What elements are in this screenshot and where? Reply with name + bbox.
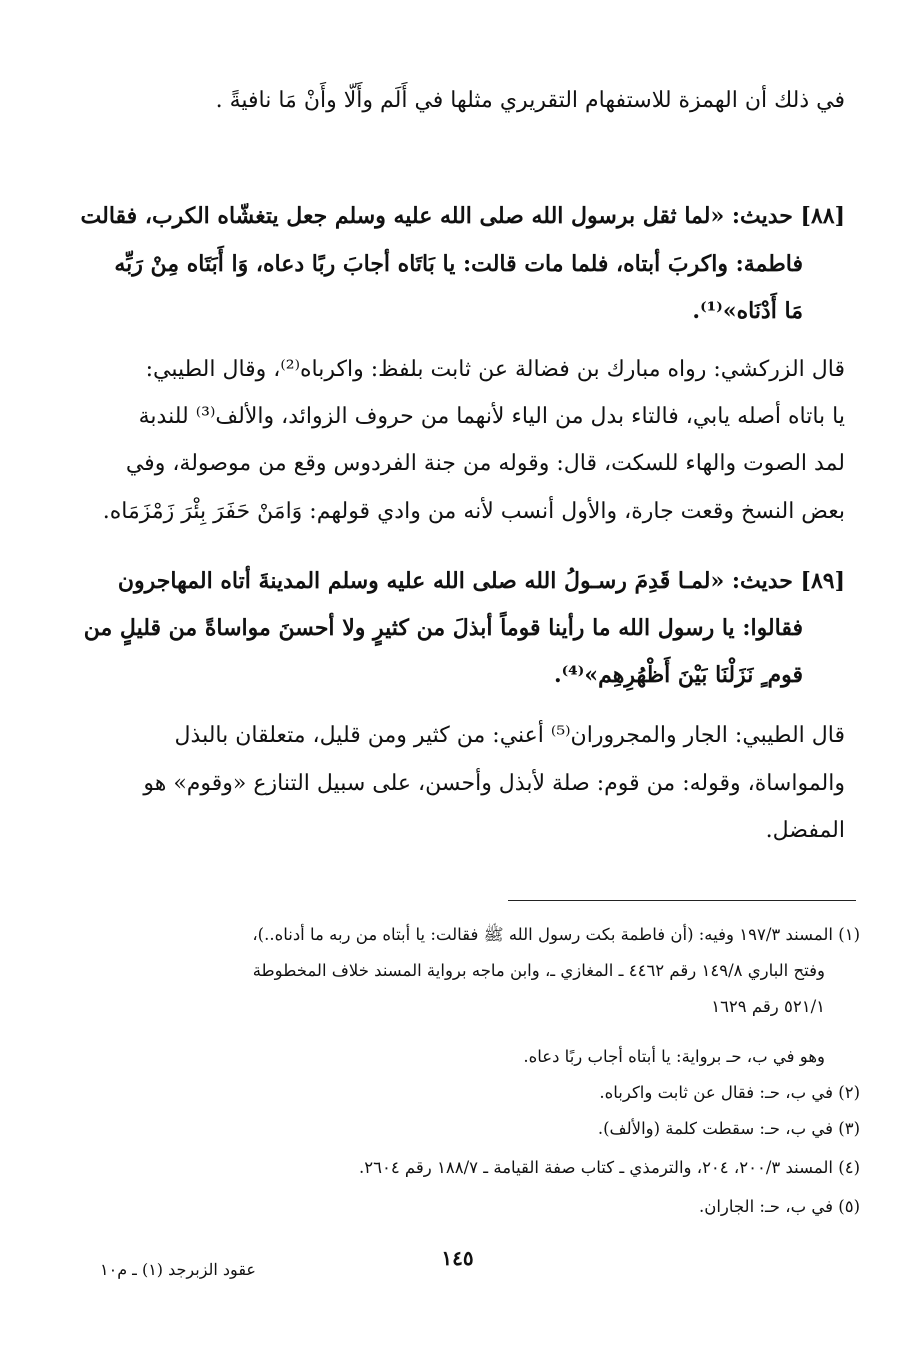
footnote-line: (٥) في ب، حـ: الجاران. bbox=[698, 1197, 860, 1216]
commentary-line: المفضل. bbox=[765, 818, 845, 843]
commentary-line: قال الطيبي: الجار والمجروران⁽⁵⁾ أعني: من كثير ومن قليل، متعلقان بالبذل bbox=[174, 723, 845, 748]
hadith-88-line: فاطمة: واكربَ أبتاه، فلما مات قالت: يا بَاتَاه أجابَ ربًا دعاه، وَا أَبَتَاه مِنْ رَبِّه bbox=[114, 251, 803, 277]
footnote-line: (٤) المسند ٢٠٠/٣، ٢٠٤، والترمذي ـ كتاب صفة القيامة ـ ١٨٨/٧ رقم ٢٦٠٤. bbox=[358, 1158, 860, 1177]
hadith-89-line: فقالوا: يا رسول الله ما رأينا قوماً أبذلَ من كثيرٍ ولا أحسنَ مواساةً من قليلٍ من bbox=[83, 615, 803, 641]
footnote-divider bbox=[508, 900, 856, 901]
commentary-line: لمد الصوت والهاء للسكت، قال: وقوله من جنة الفردوس وقع من موصولة، وفي bbox=[125, 451, 845, 476]
footnote-line: (٢) في ب، حـ: فقال عن ثابت واكرباه. bbox=[599, 1083, 860, 1102]
commentary-line: بعض النسخ وقعت جارة، والأول أنسب لأنه من وادي قولهم: وَامَنْ حَفَرَ بِئْرَ زَمْزَمَاه. bbox=[102, 499, 845, 524]
opening-line: في ذلك أن الهمزة للاستفهام التقريري مثلها في أَلَم وأَلّا وأَنْ مَا نافيةً . bbox=[215, 88, 845, 113]
footnote-line: وفتح الباري ١٤٩/٨ رقم ٤٤٦٢ ـ المغازي ـ، وابن ماجه برواية المسند خلاف المخطوطة bbox=[252, 961, 825, 980]
commentary-line: قال الزركشي: رواه مبارك بن فضالة عن ثابت بلفظ: واكرباه⁽²⁾، وقال الطيبي: bbox=[145, 357, 845, 382]
footnote-line: (١) المسند ١٩٧/٣ وفيه: (أن فاطمة بكت رسول الله ﷺ فقالت: يا أبتاه من ربه ما أدناه..)، bbox=[252, 925, 860, 944]
footnote-line: وهو في ب، حـ برواية: يا أبتاه أجاب ربًا دعاه. bbox=[523, 1047, 825, 1066]
footnote-line: (٣) في ب، حـ: سقطت كلمة (والألف). bbox=[597, 1119, 860, 1138]
commentary-line: يا باتاه أصله يابي، فالتاء بدل من الياء لأنهما من حروف الزوائد، والألف⁽³⁾ للندبة bbox=[138, 404, 845, 429]
book-signature: عقود الزبرجد (١) ـ م١٠ bbox=[100, 1260, 256, 1279]
commentary-line: والمواساة، وقوله: من قوم: صلة لأبذل وأحسن، على سبيل التنازع «وقوم» هو bbox=[143, 771, 845, 796]
hadith-89-line: قوم ٍ نَزَلْنَا بَيْنَ أَظْهُرِهِم»⁽⁴⁾. bbox=[553, 662, 803, 688]
page-number: ١٤٥ bbox=[441, 1246, 474, 1270]
footnote-line: ٥٢١/١ رقم ١٦٢٩ bbox=[711, 997, 825, 1016]
hadith-89-line: [٨٩] حديث: «لمـا قَدِمَ رسـولُ الله صلى الله عليه وسلم المدينةَ أتاه المهاجرون bbox=[117, 568, 845, 594]
hadith-88-line: مَا أَدْنَاه»⁽¹⁾. bbox=[692, 298, 803, 324]
hadith-88-line: [٨٨] حديث: «لما ثقل برسول الله صلى الله عليه وسلم جعل يتغشّاه الكرب، فقالت bbox=[80, 203, 845, 229]
